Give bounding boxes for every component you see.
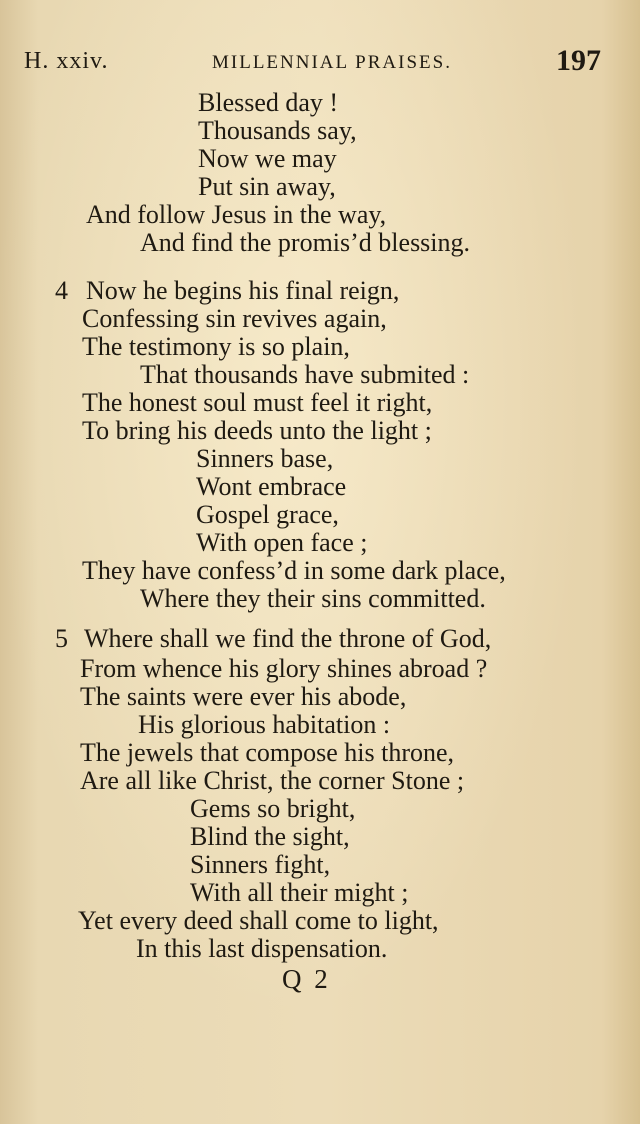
verse-line: In this last dispensation.: [136, 934, 388, 963]
verse-line: The honest soul must feel it right,: [82, 388, 433, 417]
page-number: 197: [556, 44, 601, 77]
verse-line: The jewels that compose his throne,: [80, 738, 455, 767]
hymn-reference: H. xxiv.: [24, 48, 109, 74]
verse-line: Yet every deed shall come to light,: [78, 906, 439, 935]
verse-number: 4: [55, 276, 68, 305]
verse-line: The testimony is so plain,: [82, 332, 350, 361]
verse-line: Sinners base,: [196, 444, 334, 473]
verse-number: 5: [55, 624, 68, 653]
verse-line: Gems so bright,: [190, 794, 356, 823]
verse-line: His glorious habitation :: [138, 710, 391, 739]
verse-line: And find the promis’d blessing.: [140, 228, 471, 257]
verse-line: Blessed day !: [198, 88, 339, 117]
running-title: MILLENNIAL PRAISES.: [212, 52, 452, 73]
verse-line: Blind the sight,: [190, 822, 350, 851]
verse-line: Wont embrace: [196, 472, 347, 501]
verse-line: To bring his deeds unto the light ;: [82, 416, 432, 445]
verse-line: Confessing sin revives again,: [82, 304, 387, 333]
verse-line: Where they their sins committed.: [140, 584, 486, 613]
signature-mark: Q 2: [282, 964, 331, 994]
verse-line: Sinners fight,: [190, 850, 331, 879]
verse-line: That thousands have submited :: [140, 360, 470, 389]
verse-line: Now we may: [198, 144, 337, 173]
verse-line: They have confess’d in some dark place,: [82, 556, 506, 585]
verse-line: Put sin away,: [198, 172, 336, 201]
verse-line: Thousands say,: [198, 116, 357, 145]
verse-line: Where shall we find the throne of God,: [84, 624, 492, 653]
verse-line: The saints were ever his abode,: [80, 682, 407, 711]
verse-line: From whence his glory shines abroad ?: [80, 654, 488, 683]
running-header: [0, 44, 640, 80]
verse-line: Now he begins his final reign,: [86, 276, 400, 305]
verse-line: Gospel grace,: [196, 500, 339, 529]
verse-line: And follow Jesus in the way,: [86, 200, 387, 229]
verse-line: With open face ;: [196, 528, 368, 557]
verse-line: Are all like Christ, the corner Stone ;: [80, 766, 465, 795]
verse-line: With all their might ;: [190, 878, 409, 907]
